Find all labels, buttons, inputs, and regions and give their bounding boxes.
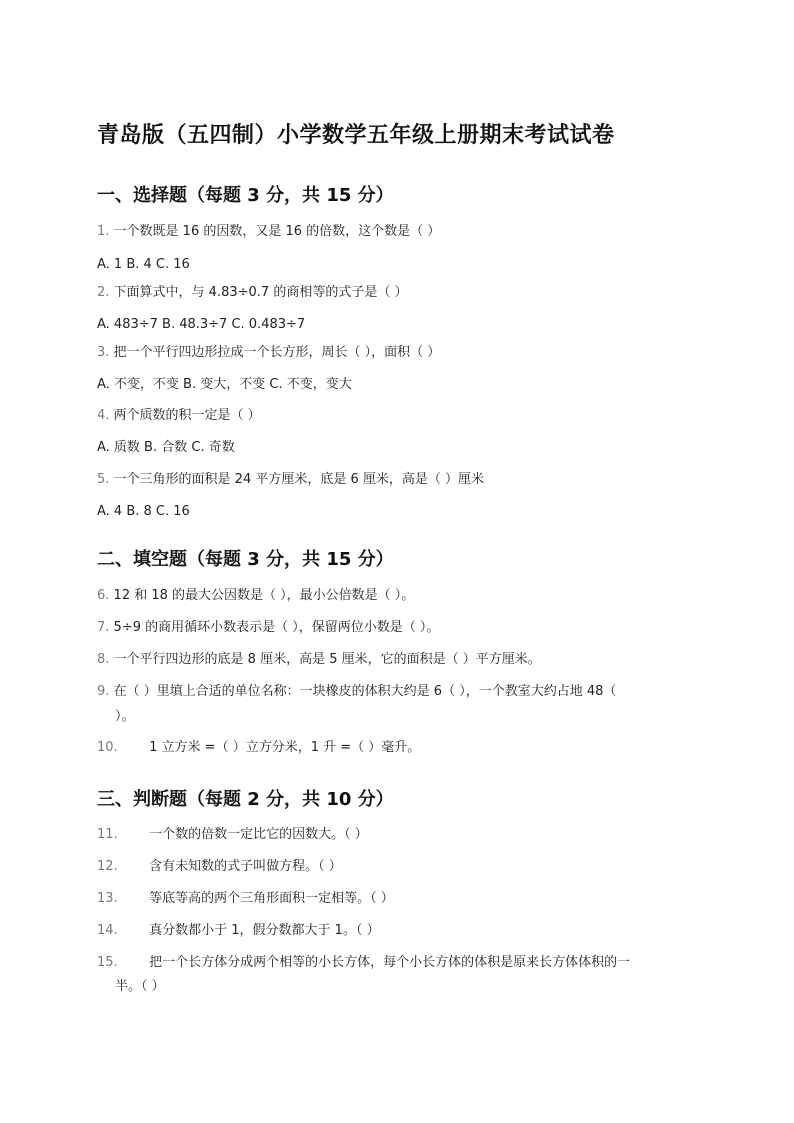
question-number: 14. bbox=[97, 923, 118, 938]
question-12 bbox=[97, 859, 717, 875]
question-number: 15. bbox=[97, 955, 118, 970]
question-number: 4. bbox=[97, 408, 110, 423]
question-number: 3. bbox=[97, 345, 110, 360]
question-2-options: A. 483÷7 B. 48.3÷7 C. 0.483÷7 bbox=[97, 317, 306, 332]
question-number: 11. bbox=[97, 827, 118, 842]
question-3 bbox=[97, 345, 717, 361]
question-13 bbox=[97, 891, 717, 907]
question-text-continuation: ）。 bbox=[115, 709, 135, 724]
question-4 bbox=[97, 408, 717, 424]
question-6 bbox=[97, 588, 717, 604]
question-15 bbox=[97, 955, 717, 971]
question-text: 等底等高的两个三角形面积一定相等。（ ） bbox=[149, 891, 394, 906]
document-title: 青岛版（五四制）小学数学五年级上册期末考试试卷 bbox=[97, 123, 615, 148]
question-10 bbox=[97, 740, 717, 756]
question-text: 1 立方米 =（ ）立方分米，1 升 =（ ）毫升。 bbox=[149, 740, 421, 755]
question-text-continuation: 半。（ ） bbox=[115, 979, 165, 994]
question-number: 13. bbox=[97, 891, 118, 906]
question-text: 含有未知数的式子叫做方程。（ ） bbox=[149, 859, 342, 874]
question-14 bbox=[97, 923, 717, 939]
question-number: 7. bbox=[97, 620, 110, 635]
question-5-options: A. 4 B. 8 C. 16 bbox=[97, 504, 190, 519]
question-text: 5÷9 的商用循环小数表示是（ ），保留两位小数是（ ）。 bbox=[113, 620, 440, 635]
question-number: 8. bbox=[97, 652, 110, 667]
question-15-continuation bbox=[97, 979, 717, 995]
question-number: 10. bbox=[97, 740, 118, 755]
question-text: 在（ ）里填上合适的单位名称：一块橡皮的体积大约是 6（ ），一个教室大约占地 48（ bbox=[113, 684, 617, 699]
question-3-options: A. 不变，不变 B. 变大，不变 C. 不变，变大 bbox=[97, 377, 352, 392]
section-heading-fill-in: 二、填空题（每题 3 分，共 15 分） bbox=[97, 549, 394, 570]
question-text: 真分数都小于 1，假分数都大于 1。（ ） bbox=[149, 923, 380, 938]
question-number: 5. bbox=[97, 472, 110, 487]
question-number: 9. bbox=[97, 684, 110, 699]
question-11 bbox=[97, 827, 717, 843]
question-2 bbox=[97, 285, 717, 301]
question-1 bbox=[97, 224, 717, 240]
question-text: 一个三角形的面积是 24 平方厘米，底是 6 厘米，高是（ ）厘米 bbox=[113, 472, 485, 487]
question-number: 6. bbox=[97, 588, 110, 603]
question-number: 2. bbox=[97, 285, 110, 300]
question-text: 两个质数的积一定是（ ） bbox=[113, 408, 261, 423]
section-heading-multiple-choice: 一、选择题（每题 3 分，共 15 分） bbox=[97, 185, 394, 206]
question-text: 把一个平行四边形拉成一个长方形，周长（ ），面积（ ） bbox=[113, 345, 441, 360]
question-9-continuation bbox=[97, 709, 717, 725]
question-number: 1. bbox=[97, 224, 110, 239]
question-4-options: A. 质数 B. 合数 C. 奇数 bbox=[97, 440, 235, 455]
question-8 bbox=[97, 652, 717, 668]
section-heading-true-false: 三、判断题（每题 2 分，共 10 分） bbox=[97, 789, 394, 810]
question-number: 12. bbox=[97, 859, 118, 874]
question-text: 下面算式中，与 4.83÷0.7 的商相等的式子是（ ） bbox=[113, 285, 408, 300]
question-7 bbox=[97, 620, 717, 636]
question-text: 一个数的倍数一定比它的因数大。（ ） bbox=[149, 827, 368, 842]
question-text: 一个平行四边形的底是 8 厘米，高是 5 厘米，它的面积是（ ）平方厘米。 bbox=[113, 652, 541, 667]
question-5 bbox=[97, 472, 717, 488]
question-1-options: A. 1 B. 4 C. 16 bbox=[97, 257, 190, 272]
question-text: 12 和 18 的最大公因数是（ ），最小公倍数是（ ）。 bbox=[113, 588, 415, 603]
question-text: 把一个长方体分成两个相等的小长方体，每个小长方体的体积是原来长方体体积的一 bbox=[149, 955, 631, 970]
question-text: 一个数既是 16 的因数，又是 16 的倍数，这个数是（ ） bbox=[113, 224, 441, 239]
question-9 bbox=[97, 684, 717, 700]
